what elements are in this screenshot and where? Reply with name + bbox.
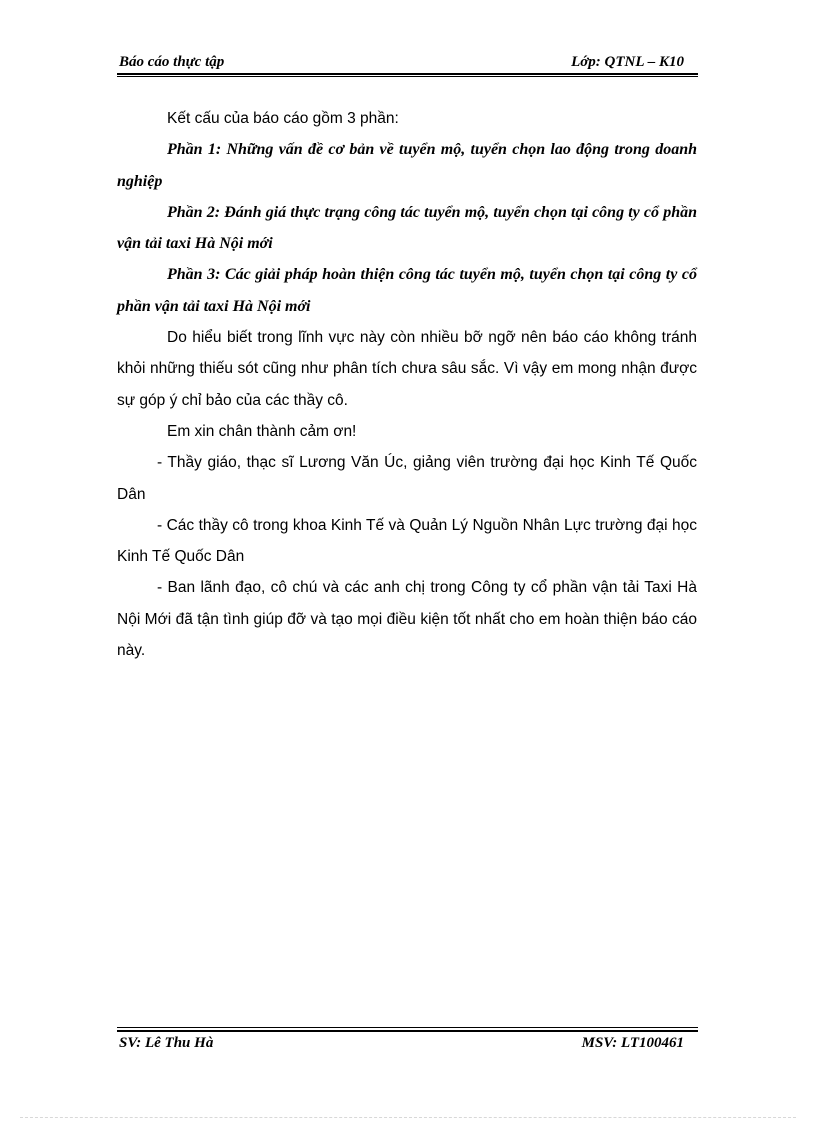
footer-rule-thin (117, 1027, 698, 1028)
thanks-intro: Em xin chân thành cảm ơn! (167, 422, 357, 440)
page-header (117, 52, 698, 74)
page-boundary (20, 1117, 796, 1118)
part-1-heading: Phần 1: Những vấn đề cơ bản về tuyển mộ, tuyển chọn lao động trong doanh nghiệp (117, 141, 697, 190)
footer-student-id: MSV: LT100461 (581, 1035, 684, 1051)
thanks-item: - Ban lãnh đạo, cô chú và các anh chị trong Công ty cổ phần vận tải Taxi Hà Nội Mới đã tận tình giúp đỡ và tạo mọi điều kiện tốt nhất cho em hoàn thiện báo cáo này. (117, 579, 697, 660)
header-class-label: Lớp: QTNL – K10 (571, 54, 684, 70)
header-rule-thin (117, 76, 698, 77)
header-report-title: Báo cáo thực tập (119, 54, 225, 70)
part-3-heading: Phần 3: Các giải pháp hoàn thiện công tác tuyển mộ, tuyển chọn tại công ty cổ phần vận tải taxi Hà Nội mới (117, 266, 697, 315)
part-2-heading: Phần 2: Đánh giá thực trạng công tác tuyển mộ, tuyển chọn tại công ty cổ phần vận tải taxi Hà Nội mới (117, 203, 697, 253)
thanks-item: - Thầy giáo, thạc sĩ Lương Văn Úc, giảng viên trường đại học Kinh Tế Quốc Dân (117, 454, 697, 503)
intro-paragraph: Kết cấu của báo cáo gồm 3 phần: (167, 110, 399, 127)
document-body (117, 103, 697, 666)
footer-rule (117, 1030, 698, 1032)
limitations-paragraph: Do hiểu biết trong lĩnh vực này còn nhiều bỡ ngỡ nên báo cáo không tránh khỏi những thiếu sót cũng như phân tích chưa sâu sắc. Vì vậy em mong nhận được sự góp ý chỉ bảo của các thầy cô. (117, 329, 697, 409)
header-rule (117, 73, 698, 75)
footer-student-name: SV: Lê Thu Hà (119, 1035, 214, 1051)
page-footer (117, 1033, 698, 1055)
thanks-item: - Các thầy cô trong khoa Kinh Tế và Quản Lý Nguồn Nhân Lực trường đại học Kinh Tế Quốc Dân (117, 516, 697, 566)
